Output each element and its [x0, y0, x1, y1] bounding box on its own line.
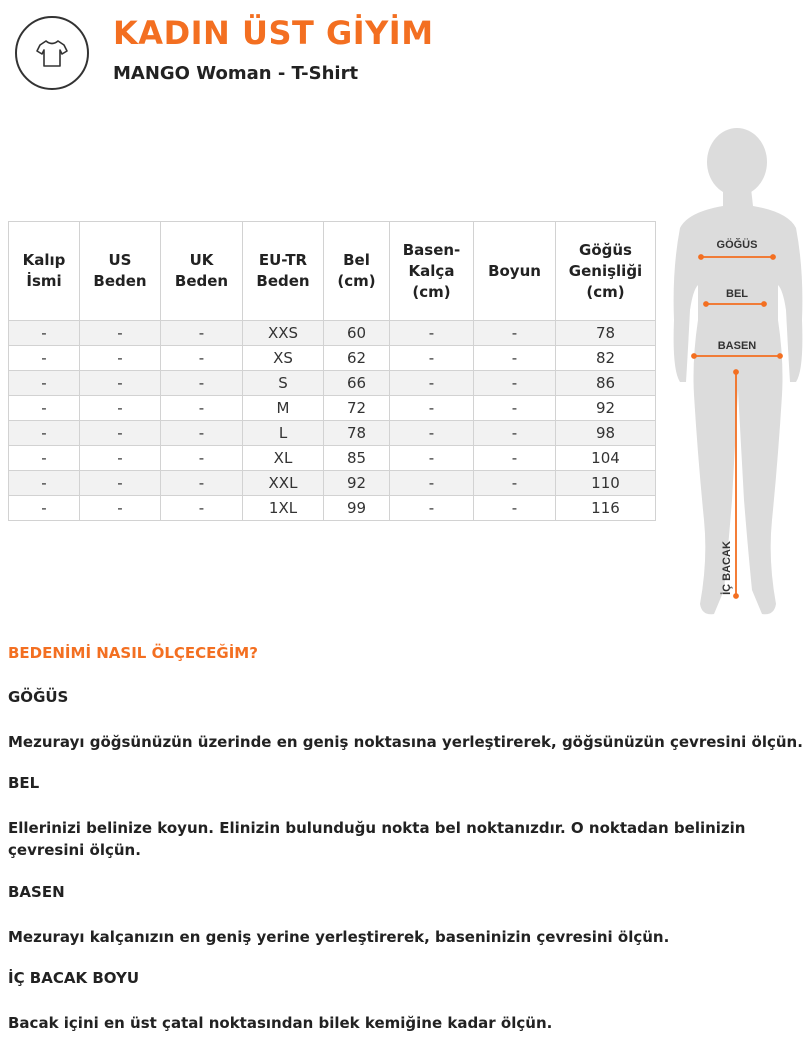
table-cell: -: [474, 371, 556, 396]
table-cell: XXS: [243, 321, 324, 346]
table-cell: -: [80, 496, 161, 521]
table-cell: XS: [243, 346, 324, 371]
table-cell: -: [390, 496, 474, 521]
table-cell: -: [474, 446, 556, 471]
table-cell: XL: [243, 446, 324, 471]
table-cell: -: [80, 371, 161, 396]
header-cell: Kalıp İsmi: [9, 222, 80, 321]
table-cell: 110: [556, 471, 656, 496]
table-cell: 85: [324, 446, 390, 471]
guide-text-chest: Mezurayı göğsünüzün üzerinde en geniş noktasına yerleştirerek, göğsünüzün çevresini ölçün.: [8, 733, 803, 751]
table-cell: 98: [556, 421, 656, 446]
header-cell: Bel (cm): [324, 222, 390, 321]
table-cell: -: [474, 346, 556, 371]
header-cell: US Beden: [80, 222, 161, 321]
table-cell: -: [80, 446, 161, 471]
table-row: [9, 396, 656, 421]
guide-heading-inseam: İÇ BACAK BOYU: [8, 969, 140, 987]
table-row: [9, 321, 656, 346]
body-measurement-figure: [668, 120, 808, 620]
table-cell: 92: [324, 471, 390, 496]
guide-text-hips: Mezurayı kalçanızın en geniş yerine yerleştirerek, baseninizin çevresini ölçün.: [8, 928, 670, 946]
tshirt-icon: [15, 16, 89, 90]
waist-label: BEL: [726, 288, 748, 300]
table-cell: -: [161, 371, 243, 396]
header-cell: UK Beden: [161, 222, 243, 321]
header-cell: EU-TR Beden: [243, 222, 324, 321]
table-cell: -: [161, 446, 243, 471]
table-row: [9, 421, 656, 446]
table-cell: -: [390, 321, 474, 346]
table-row: [9, 446, 656, 471]
table-cell: 82: [556, 346, 656, 371]
table-cell: -: [80, 396, 161, 421]
table-cell: -: [390, 396, 474, 421]
chest-left-dot: [699, 255, 703, 259]
table-cell: -: [9, 371, 80, 396]
table-cell: -: [9, 321, 80, 346]
table-cell: -: [80, 346, 161, 371]
table-row: [9, 346, 656, 371]
table-cell: -: [9, 446, 80, 471]
table-cell: -: [474, 471, 556, 496]
guide-text-inseam: Bacak içini en üst çatal noktasından bilek kemiğine kadar ölçün.: [8, 1014, 553, 1032]
guide-title: BEDENİMİ NASIL ÖLÇECEĞİM?: [8, 644, 258, 662]
table-cell: -: [80, 471, 161, 496]
table-cell: -: [80, 421, 161, 446]
table-cell: 99: [324, 496, 390, 521]
table-cell: -: [161, 346, 243, 371]
waist-left-dot: [704, 302, 708, 306]
header-cell: Göğüs Genişliği (cm): [556, 222, 656, 321]
table-cell: -: [390, 471, 474, 496]
table-cell: -: [161, 421, 243, 446]
table-cell: M: [243, 396, 324, 421]
table-cell: -: [161, 496, 243, 521]
guide-heading-chest: GÖĞÜS: [8, 688, 69, 706]
header-cell: Boyun: [474, 222, 556, 321]
table-cell: 1XL: [243, 496, 324, 521]
table-cell: -: [9, 396, 80, 421]
product-subtitle: MANGO Woman - T-Shirt: [113, 63, 359, 84]
page-title: KADIN ÜST GİYİM: [113, 14, 434, 52]
table-cell: -: [474, 321, 556, 346]
table-cell: 78: [556, 321, 656, 346]
table-cell: -: [390, 421, 474, 446]
table-cell: -: [161, 471, 243, 496]
table-row: [9, 471, 656, 496]
table-cell: -: [161, 396, 243, 421]
table-cell: -: [474, 496, 556, 521]
table-row: [9, 496, 656, 521]
table-cell: -: [9, 471, 80, 496]
table-header-row: [9, 222, 656, 321]
table-cell: -: [80, 321, 161, 346]
header-cell: Basen- Kalça (cm): [390, 222, 474, 321]
table-cell: 86: [556, 371, 656, 396]
size-table: [8, 221, 656, 521]
table-cell: 92: [556, 396, 656, 421]
inseam-bottom-dot: [734, 594, 738, 598]
table-cell: -: [390, 371, 474, 396]
table-cell: L: [243, 421, 324, 446]
table-cell: 78: [324, 421, 390, 446]
table-cell: 60: [324, 321, 390, 346]
table-cell: -: [474, 421, 556, 446]
table-cell: 62: [324, 346, 390, 371]
table-cell: S: [243, 371, 324, 396]
hips-label: BASEN: [717, 340, 757, 352]
guide-heading-hips: BASEN: [8, 883, 65, 901]
table-cell: -: [390, 446, 474, 471]
table-cell: 66: [324, 371, 390, 396]
table-cell: -: [390, 346, 474, 371]
table-cell: XXL: [243, 471, 324, 496]
table-cell: 116: [556, 496, 656, 521]
table-row: [9, 371, 656, 396]
chest-label: GÖĞÜS: [716, 239, 758, 251]
table-cell: -: [474, 396, 556, 421]
guide-text-waist: Ellerinizi belinize koyun. Elinizin bulunduğu nokta bel noktanızdır. O noktadan belinizin çevresini ölçün.: [8, 819, 746, 859]
waist-right-dot: [762, 302, 766, 306]
hips-right-dot: [778, 354, 782, 358]
hips-left-dot: [692, 354, 696, 358]
table-cell: 104: [556, 446, 656, 471]
table-cell: -: [9, 496, 80, 521]
table-cell: -: [9, 346, 80, 371]
table-cell: 72: [324, 396, 390, 421]
inseam-label: İÇ BACAK: [721, 541, 733, 595]
inseam-top-dot: [734, 370, 738, 374]
chest-right-dot: [771, 255, 775, 259]
table-cell: -: [161, 321, 243, 346]
table-cell: -: [9, 421, 80, 446]
guide-heading-waist: BEL: [8, 774, 40, 792]
